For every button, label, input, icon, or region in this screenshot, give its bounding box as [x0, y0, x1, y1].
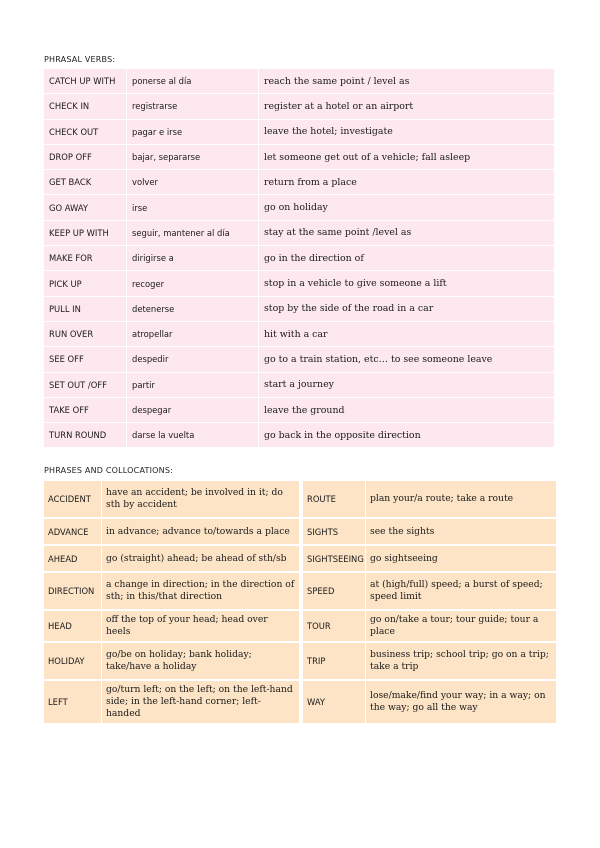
table-row [44, 681, 556, 723]
column-gap [300, 573, 302, 609]
definition: stop by the side of the road in a car [259, 297, 554, 321]
table-row [44, 546, 556, 571]
collocation-value: go on/take a tour; tour guide; tour a place [366, 611, 556, 641]
phrasal-verb: KEEP UP WITH [44, 221, 126, 245]
column-gap [300, 643, 302, 679]
collocation-key: ROUTE [303, 481, 365, 517]
table-row [44, 611, 556, 641]
spanish-translation: ponerse al día [127, 69, 258, 93]
collocation-key: TRIP [303, 643, 365, 679]
collocation-key: WAY [303, 681, 365, 723]
phrasal-verb: CHECK OUT [44, 120, 126, 144]
definition: go to a train station, etc… to see someone leave [259, 347, 554, 371]
column-gap [300, 611, 302, 641]
definition: reach the same point / level as [259, 69, 554, 93]
definition: stop in a vehicle to give someone a lift [259, 271, 554, 295]
table-row [44, 246, 554, 270]
collocation-value: plan your/a route; take a route [366, 481, 556, 517]
spanish-translation: detenerse [127, 297, 258, 321]
phrasal-verb: TAKE OFF [44, 398, 126, 422]
table-row [44, 271, 554, 295]
phrasal-verb: SEE OFF [44, 347, 126, 371]
phrasal-verbs-table [43, 68, 555, 448]
collocation-value: a change in direction; in the direction of sth; in this/that direction [102, 573, 299, 609]
collocation-key: HOLIDAY [44, 643, 101, 679]
collocation-value: in advance; advance to/towards a place [102, 519, 299, 544]
collocation-key: HEAD [44, 611, 101, 641]
table-row [44, 347, 554, 371]
table-row [44, 398, 554, 422]
phrases-collocations-table [43, 479, 557, 725]
collocation-key: SPEED [303, 573, 365, 609]
collocation-key: SIGHTS [303, 519, 365, 544]
collocation-key: AHEAD [44, 546, 101, 571]
collocation-key: ACCIDENT [44, 481, 101, 517]
table-row [44, 94, 554, 118]
phrasal-verbs-title: PHRASAL VERBS: [44, 55, 116, 64]
column-gap [300, 519, 302, 544]
phrasal-verb: GO AWAY [44, 195, 126, 219]
spanish-translation: volver [127, 170, 258, 194]
spanish-translation: despedir [127, 347, 258, 371]
collocation-key: TOUR [303, 611, 365, 641]
phrasal-verb: CHECK IN [44, 94, 126, 118]
phrases-collocations-title: PHRASES AND COLLOCATIONS: [44, 466, 174, 475]
collocation-key: SIGHTSEEING [303, 546, 365, 571]
column-gap [300, 681, 302, 723]
table-row [44, 519, 556, 544]
definition: start a journey [259, 373, 554, 397]
definition: leave the hotel; investigate [259, 120, 554, 144]
spanish-translation: pagar e irse [127, 120, 258, 144]
collocation-value: go (straight) ahead; be ahead of sth/sb [102, 546, 299, 571]
collocation-value: see the sights [366, 519, 556, 544]
table-row [44, 322, 554, 346]
collocation-key: ADVANCE [44, 519, 101, 544]
table-row [44, 423, 554, 447]
definition: hit with a car [259, 322, 554, 346]
definition: return from a place [259, 170, 554, 194]
spanish-translation: registrarse [127, 94, 258, 118]
table-row [44, 221, 554, 245]
collocation-value: go sightseeing [366, 546, 556, 571]
collocation-value: go/turn left; on the left; on the left-hand side; in the left-hand corner; left-handed [102, 681, 299, 723]
spanish-translation: dirigirse a [127, 246, 258, 270]
table-row [44, 170, 554, 194]
definition: go in the direction of [259, 246, 554, 270]
spanish-translation: bajar, separarse [127, 145, 258, 169]
collocation-key: LEFT [44, 681, 101, 723]
column-gap [300, 481, 302, 517]
table-row [44, 195, 554, 219]
collocation-value: lose/make/find your way; in a way; on the way; go all the way [366, 681, 556, 723]
phrasal-verb: CATCH UP WITH [44, 69, 126, 93]
column-gap [300, 546, 302, 571]
spanish-translation: partir [127, 373, 258, 397]
collocation-key: DIRECTION [44, 573, 101, 609]
phrasal-verb: PULL IN [44, 297, 126, 321]
collocation-value: at (high/full) speed; a burst of speed; speed limit [366, 573, 556, 609]
collocation-value: off the top of your head; head over heels [102, 611, 299, 641]
phrasal-verb: MAKE FOR [44, 246, 126, 270]
table-row [44, 69, 554, 93]
table-row [44, 573, 556, 609]
definition: go back in the opposite direction [259, 423, 554, 447]
table-row [44, 643, 556, 679]
spanish-translation: seguir, mantener al día [127, 221, 258, 245]
definition: go on holiday [259, 195, 554, 219]
spanish-translation: darse la vuelta [127, 423, 258, 447]
definition: leave the ground [259, 398, 554, 422]
collocation-value: go/be on holiday; bank holiday; take/have a holiday [102, 643, 299, 679]
phrasal-verb: PICK UP [44, 271, 126, 295]
definition: let someone get out of a vehicle; fall asleep [259, 145, 554, 169]
collocation-value: business trip; school trip; go on a trip; take a trip [366, 643, 556, 679]
definition: register at a hotel or an airport [259, 94, 554, 118]
spanish-translation: atropellar [127, 322, 258, 346]
table-row [44, 297, 554, 321]
phrasal-verb: TURN ROUND [44, 423, 126, 447]
spanish-translation: recoger [127, 271, 258, 295]
phrasal-verb: DROP OFF [44, 145, 126, 169]
phrasal-verb: RUN OVER [44, 322, 126, 346]
phrasal-verb: GET BACK [44, 170, 126, 194]
table-row [44, 481, 556, 517]
definition: stay at the same point /level as [259, 221, 554, 245]
table-row [44, 145, 554, 169]
phrasal-verb: SET OUT /OFF [44, 373, 126, 397]
spanish-translation: irse [127, 195, 258, 219]
collocation-value: have an accident; be involved in it; do sth by accident [102, 481, 299, 517]
table-row [44, 373, 554, 397]
table-row [44, 120, 554, 144]
spanish-translation: despegar [127, 398, 258, 422]
